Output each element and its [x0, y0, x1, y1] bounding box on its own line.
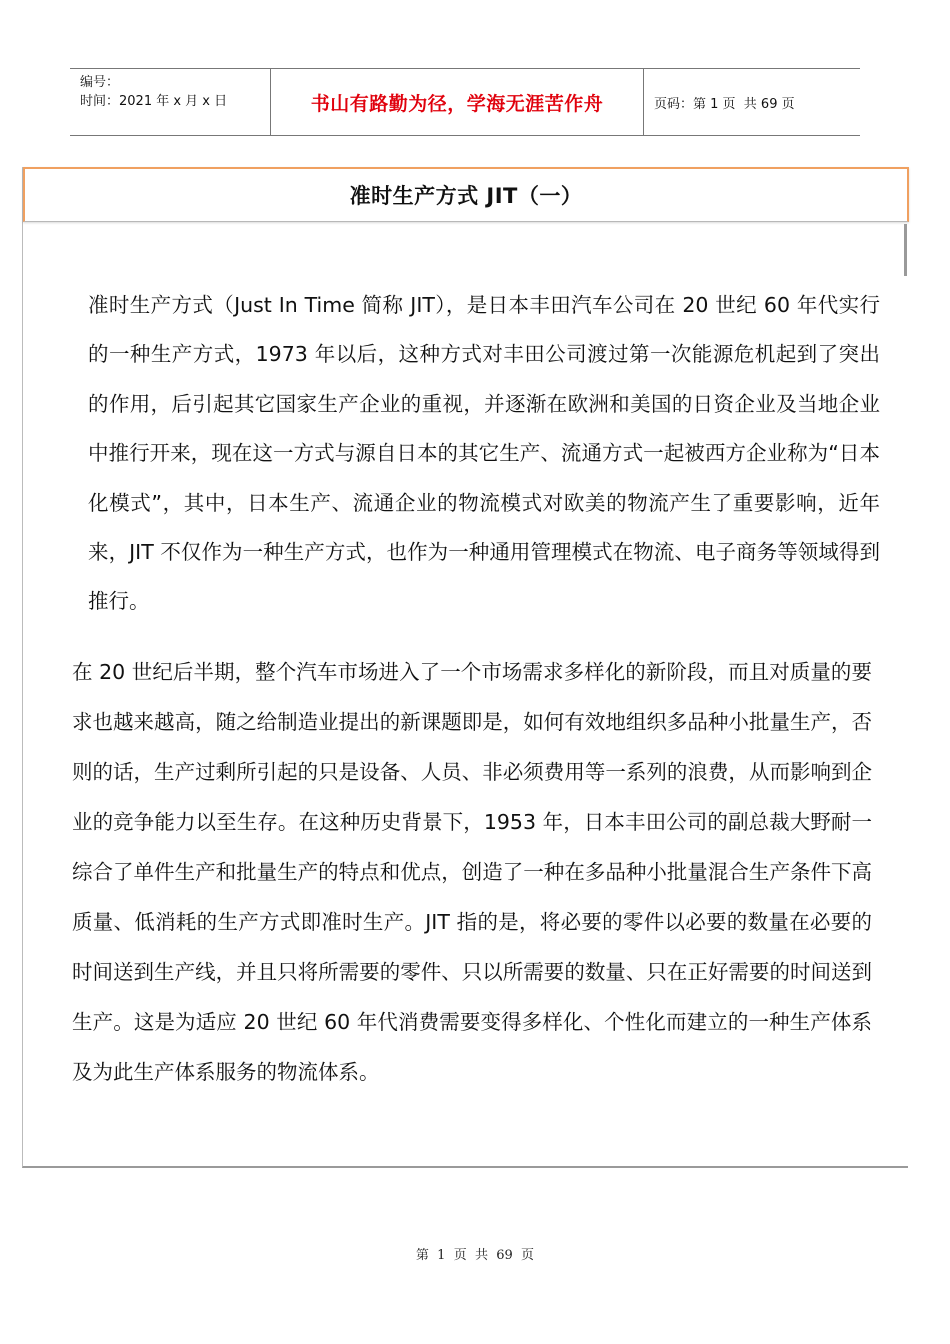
frame-edge-marker	[904, 224, 907, 276]
header-page-info	[644, 69, 860, 135]
document-title: 准时生产方式 JIT（一）	[23, 167, 909, 222]
page-header	[70, 68, 860, 136]
header-motto: 书山有路勤为径，学海无涯苦作舟	[271, 69, 644, 135]
paragraph-background: 在 20 世纪后半期，整个汽车市场进入了一个市场需求多样化的新阶段，而且对质量的要求也越来越高，随之给制造业提出的新课题即是，如何有效地组织多品种小批量生产，否则的话，生产过剩所引起的只是设备、人员、非必须费用等一系列的浪费，从而影响到企业的竞争能力以至生存。在这种历史背景下，1953 年，日本丰田公司的副总裁大野耐一综合了单件生产和批量生产的特点和优点，创造了一种在多品种小批量混合生产条件下高质量、低消耗的生产方式即准时生产。JIT 指的是，将必要的零件以必要的数量在必要的时间送到生产线，并且只将所需要的零件、只以所需要的数量、只在正好需要的时间送到生产。这是为适应 20 世纪 60 年代消费需要变得多样化、个性化而建立的一种生产体系及为此生产体系服务的物流体系。	[72, 660, 872, 1084]
time-label: 时间：2021 年 x 月 x 日	[80, 94, 228, 109]
header-meta	[70, 69, 271, 135]
footer-page-number: 第 1 页 共 69 页	[415, 1248, 535, 1263]
page-info-text: 页码：第 1 页 共 69 页	[654, 96, 795, 112]
serial-label: 编号：	[80, 75, 120, 90]
page-footer	[0, 1244, 950, 1263]
paragraph-intro: 准时生产方式（Just In Time 简称 JIT），是日本丰田汽车公司在 20 世纪 60 年代实行的一种生产方式，1973 年以后，这种方式对丰田公司渡过第一次能源危机起到了突出的作用，后引起其它国家生产企业的重视，并逐渐在欧洲和美国的日资企业及当地企业中推行开来，现在这一方式与源自日本的其它生产、流通方式一起被西方企业称为“日本化模式”，其中，日本生产、流通企业的物流模式对欧美的物流产生了重要影响，近年来，JIT 不仅作为一种生产方式，也作为一种通用管理模式在物流、电子商务等领域得到推行。	[88, 293, 880, 614]
